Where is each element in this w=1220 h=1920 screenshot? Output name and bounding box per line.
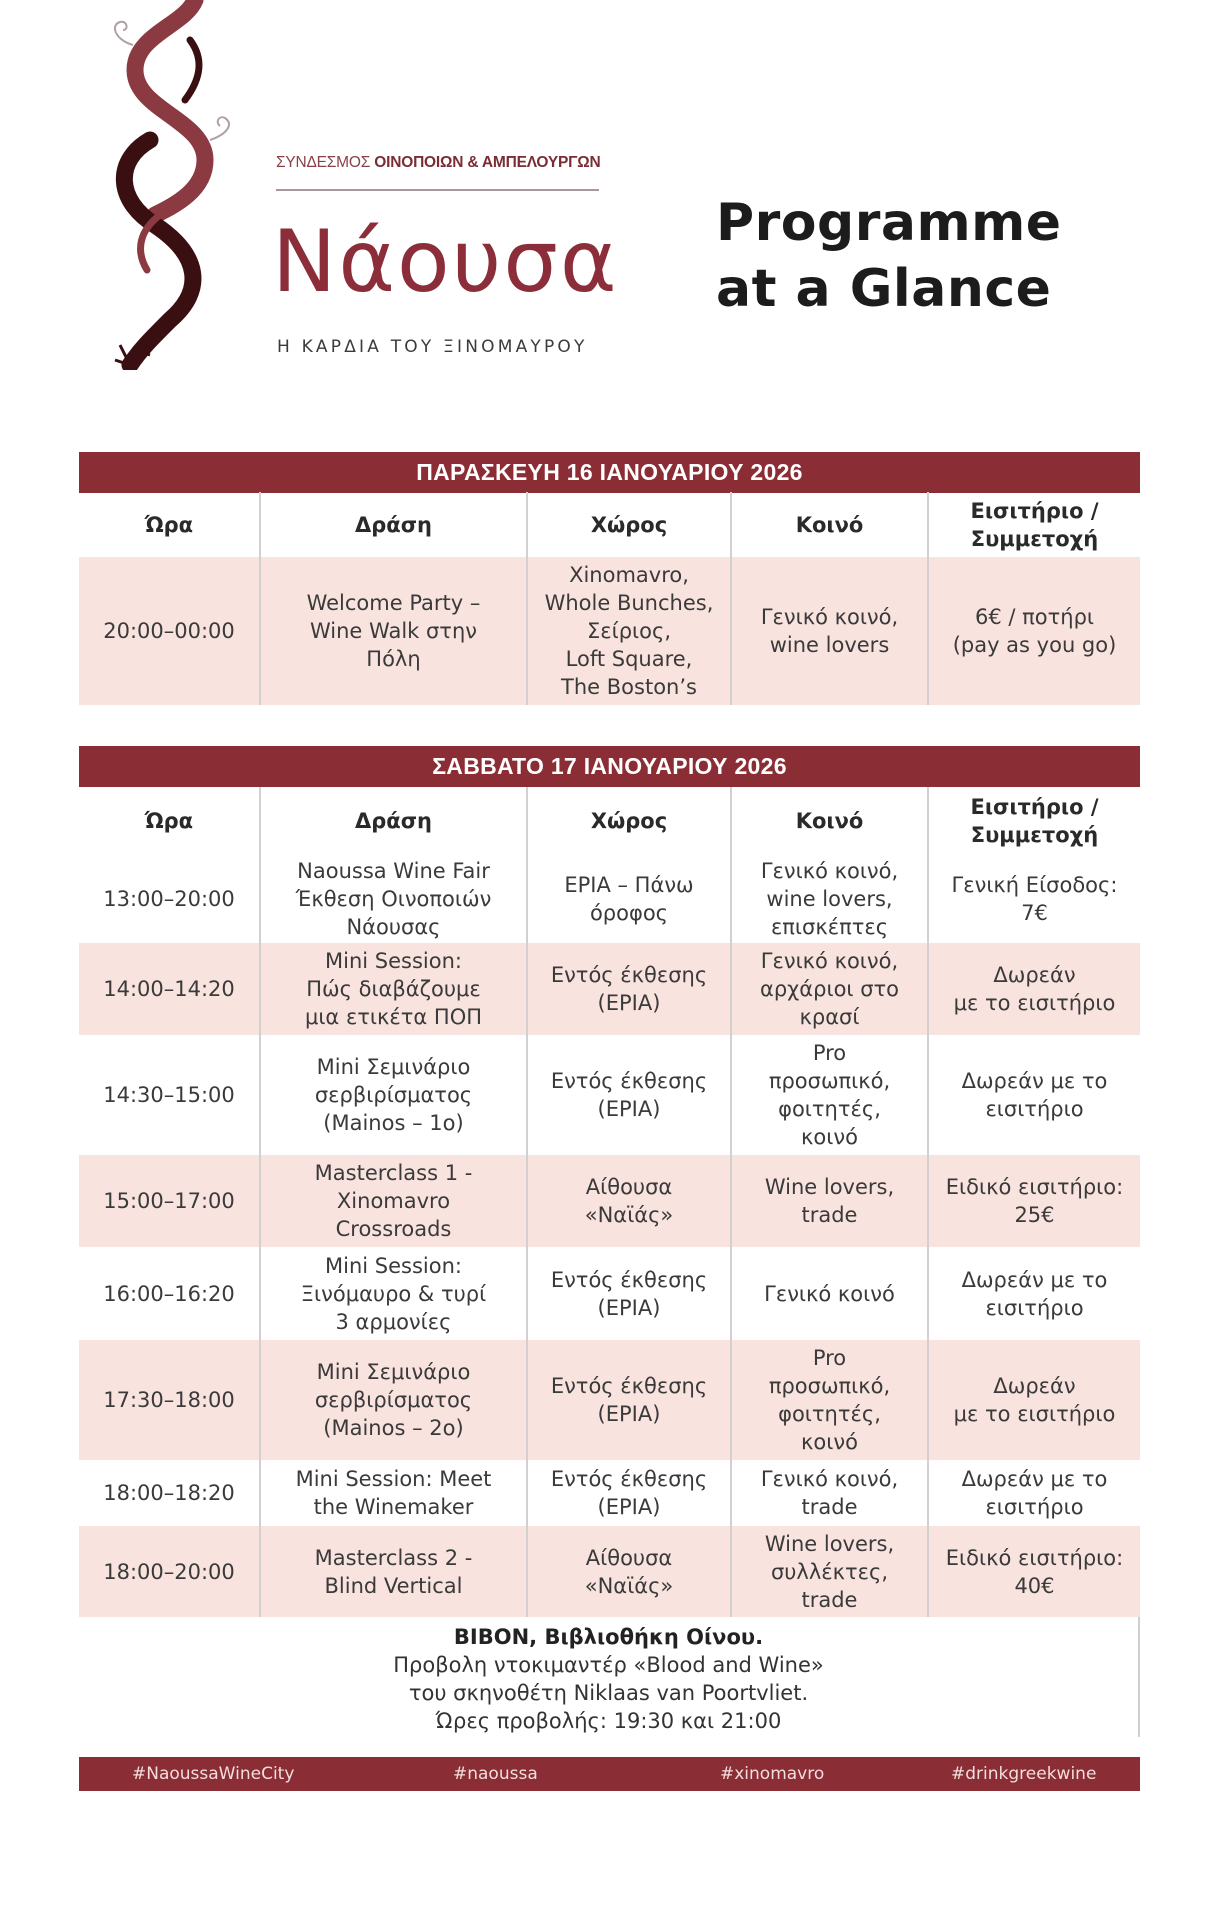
table-row bbox=[79, 1526, 1140, 1617]
brand-name: Νάουσα bbox=[272, 212, 619, 312]
cell-ticket: Δωρεάν με το εισιτήριο bbox=[961, 1467, 1108, 1519]
cell-audience: Γενικό κοινό, wine lovers, επισκέπτες bbox=[732, 855, 929, 943]
cell-ticket: Δωρεάν με το εισιτήριο bbox=[961, 1069, 1108, 1121]
cell-time: 14:30–15:00 bbox=[79, 1035, 261, 1155]
column-header-venue: Χώρος bbox=[528, 492, 732, 557]
association-name-bold: ΟΙΝΟΠΟΙΩΝ & ΑΜΠΕΛΟΥΡΓΩΝ bbox=[374, 154, 601, 171]
screening-note-line-3: Ώρες προβολής: 19:30 και 21:00 bbox=[435, 1709, 782, 1733]
cell-activity: Mini Σεμινάριο σερβιρίσματος (Mainos – 1ο) bbox=[261, 1035, 528, 1155]
cell-time: 15:00–17:00 bbox=[79, 1155, 261, 1247]
cell-venue: Εντός έκθεσης (ΕΡΙΑ) bbox=[528, 1340, 732, 1460]
cell-audience: Wine lovers, συλλέκτες, trade bbox=[732, 1526, 929, 1617]
cell-venue: Εντός έκθεσης (ΕΡΙΑ) bbox=[528, 943, 732, 1035]
cell-time: 20:00–00:00 bbox=[79, 557, 261, 705]
hashtag-naoussa: #naoussa bbox=[453, 1764, 538, 1784]
screening-note-line-2: του σκηνοθέτη Niklaas van Poortvliet. bbox=[408, 1681, 809, 1705]
cell-activity: Mini Session: Πώς διαβάζουμε μια ετικέτα ΠΟΠ bbox=[261, 943, 528, 1035]
cell-time: 13:00–20:00 bbox=[79, 855, 261, 943]
screening-note-line-1: Προβολη ντοκιμαντέρ «Blood and Wine» bbox=[393, 1653, 824, 1677]
cell-venue: Αίθουσα «Ναϊάς» bbox=[528, 1526, 732, 1617]
cell-time: 16:00–16:20 bbox=[79, 1247, 261, 1340]
column-header-activity: Δράση bbox=[261, 787, 528, 855]
cell-activity: Welcome Party – Wine Walk στην Πόλη bbox=[261, 557, 528, 705]
cell-activity: Masterclass 2 - Blind Vertical bbox=[261, 1526, 528, 1617]
cell-ticket: Δωρεάν με το εισιτήριο bbox=[961, 1267, 1108, 1320]
cell-activity: Mini Session: Meet the Winemaker bbox=[261, 1460, 528, 1526]
column-header-activity: Δράση bbox=[261, 492, 528, 557]
hashtag-naoussawinecity: #NaoussaWineCity bbox=[132, 1764, 295, 1784]
page-title-line-1: Programme bbox=[716, 193, 1062, 253]
cell-audience: Γενικό κοινό, αρχάριοι στο κρασί bbox=[732, 943, 929, 1035]
cell-audience: Γενικό κοινό bbox=[732, 1247, 929, 1340]
hashtag-drinkgreekwine: #drinkgreekwine bbox=[951, 1764, 1097, 1784]
hashtag-xinomavro: #xinomavro bbox=[720, 1764, 825, 1784]
table-row bbox=[79, 943, 1140, 1035]
table-row bbox=[79, 1035, 1140, 1155]
cell-venue: Αίθουσα «Ναϊάς» bbox=[528, 1155, 732, 1247]
table-row bbox=[79, 1247, 1140, 1340]
cell-ticket: Δωρεάν με το εισιτήριο bbox=[953, 1374, 1116, 1426]
cell-activity: Masterclass 1 - Xinomavro Crossroads bbox=[261, 1155, 528, 1247]
table-header-row bbox=[79, 492, 1140, 557]
cell-audience: Wine lovers, trade bbox=[732, 1155, 929, 1247]
column-header-ticket: Εισιτήριο / Συμμετοχή bbox=[970, 795, 1099, 847]
cell-venue: ΕΡΙΑ – Πάνω όροφος bbox=[528, 855, 732, 943]
cell-venue: Εντός έκθεσης (ΕΡΙΑ) bbox=[528, 1460, 732, 1526]
association-name-light: ΣΥΝΔΕΣΜΟΣ bbox=[276, 154, 371, 171]
cell-audience: Pro προσωπικό, φοιτητές, κοινό bbox=[732, 1340, 929, 1460]
column-header-venue: Χώρος bbox=[528, 787, 732, 855]
screening-note-title: BIBON, Βιβλιοθήκη Οίνου. bbox=[453, 1625, 764, 1649]
cell-activity: Naoussa Wine Fair Έκθεση Οινοποιών Νάουσας bbox=[261, 855, 528, 943]
column-header-audience: Κοινό bbox=[732, 492, 929, 557]
cell-venue: Εντός έκθεσης (ΕΡΙΑ) bbox=[528, 1035, 732, 1155]
hashtag-footer bbox=[79, 1757, 1140, 1791]
cell-time: 18:00–18:20 bbox=[79, 1460, 261, 1526]
cell-time: 14:00–14:20 bbox=[79, 943, 261, 1035]
day-header-saturday: ΣΑΒΒΑΤΟ 17 ΙΑΝΟΥΑΡΙΟΥ 2026 bbox=[79, 746, 1140, 787]
table-row bbox=[79, 1340, 1140, 1460]
cell-ticket: Δωρεάν με το εισιτήριο bbox=[953, 963, 1116, 1015]
cell-venue: Xinomavro, Whole Bunches, Σείριος, Loft Square, The Boston’s bbox=[528, 557, 732, 705]
table-header-row bbox=[79, 787, 1140, 855]
column-header-ticket: Εισιτήριο / Συμμετοχή bbox=[970, 498, 1099, 551]
cell-audience: Γενικό κοινό, wine lovers bbox=[732, 557, 929, 705]
day-header-friday: ΠΑΡΑΣΚΕΥΗ 16 ΙΑΝΟΥΑΡΙΟΥ 2026 bbox=[79, 452, 1140, 493]
logo-divider bbox=[276, 189, 599, 191]
cell-ticket: Ειδικό εισιτήριο: 25€ bbox=[945, 1175, 1124, 1227]
column-header-audience: Κοινό bbox=[732, 787, 929, 855]
cell-time: 17:30–18:00 bbox=[79, 1340, 261, 1460]
cell-time: 18:00–20:00 bbox=[79, 1526, 261, 1617]
cell-ticket: Ειδικό εισιτήριο: 40€ bbox=[945, 1545, 1124, 1598]
table-row bbox=[79, 1460, 1140, 1526]
table-row bbox=[79, 855, 1140, 943]
table-row bbox=[79, 1155, 1140, 1247]
cell-venue: Εντός έκθεσης (ΕΡΙΑ) bbox=[528, 1247, 732, 1340]
cell-audience: Pro προσωπικό, φοιτητές, κοινό bbox=[732, 1035, 929, 1155]
cell-ticket: 6€ / ποτήρι (pay as you go) bbox=[952, 605, 1117, 657]
column-header-time: Ώρα bbox=[79, 787, 261, 855]
screening-note bbox=[79, 1617, 1140, 1737]
page-title bbox=[716, 190, 1062, 322]
column-header-time: Ώρα bbox=[79, 492, 261, 557]
cell-activity: Mini Session: Ξινόμαυρο & τυρί 3 αρμονίες bbox=[261, 1247, 528, 1340]
cell-ticket: Γενική Είσοδος: 7€ bbox=[951, 873, 1118, 925]
association-name bbox=[276, 154, 601, 172]
table-row bbox=[79, 557, 1140, 705]
brand-tagline: Η ΚΑΡΔΙΑ ΤΟΥ ΞΙΝΟΜΑΥΡΟΥ bbox=[277, 337, 588, 357]
naoussa-vine-logo-icon bbox=[95, 0, 265, 370]
cell-audience: Γενικό κοινό, trade bbox=[732, 1460, 929, 1526]
page-title-line-2: at a Glance bbox=[716, 259, 1052, 319]
cell-activity: Mini Σεμινάριο σερβιρίσματος (Mainos – 2ο) bbox=[261, 1340, 528, 1460]
